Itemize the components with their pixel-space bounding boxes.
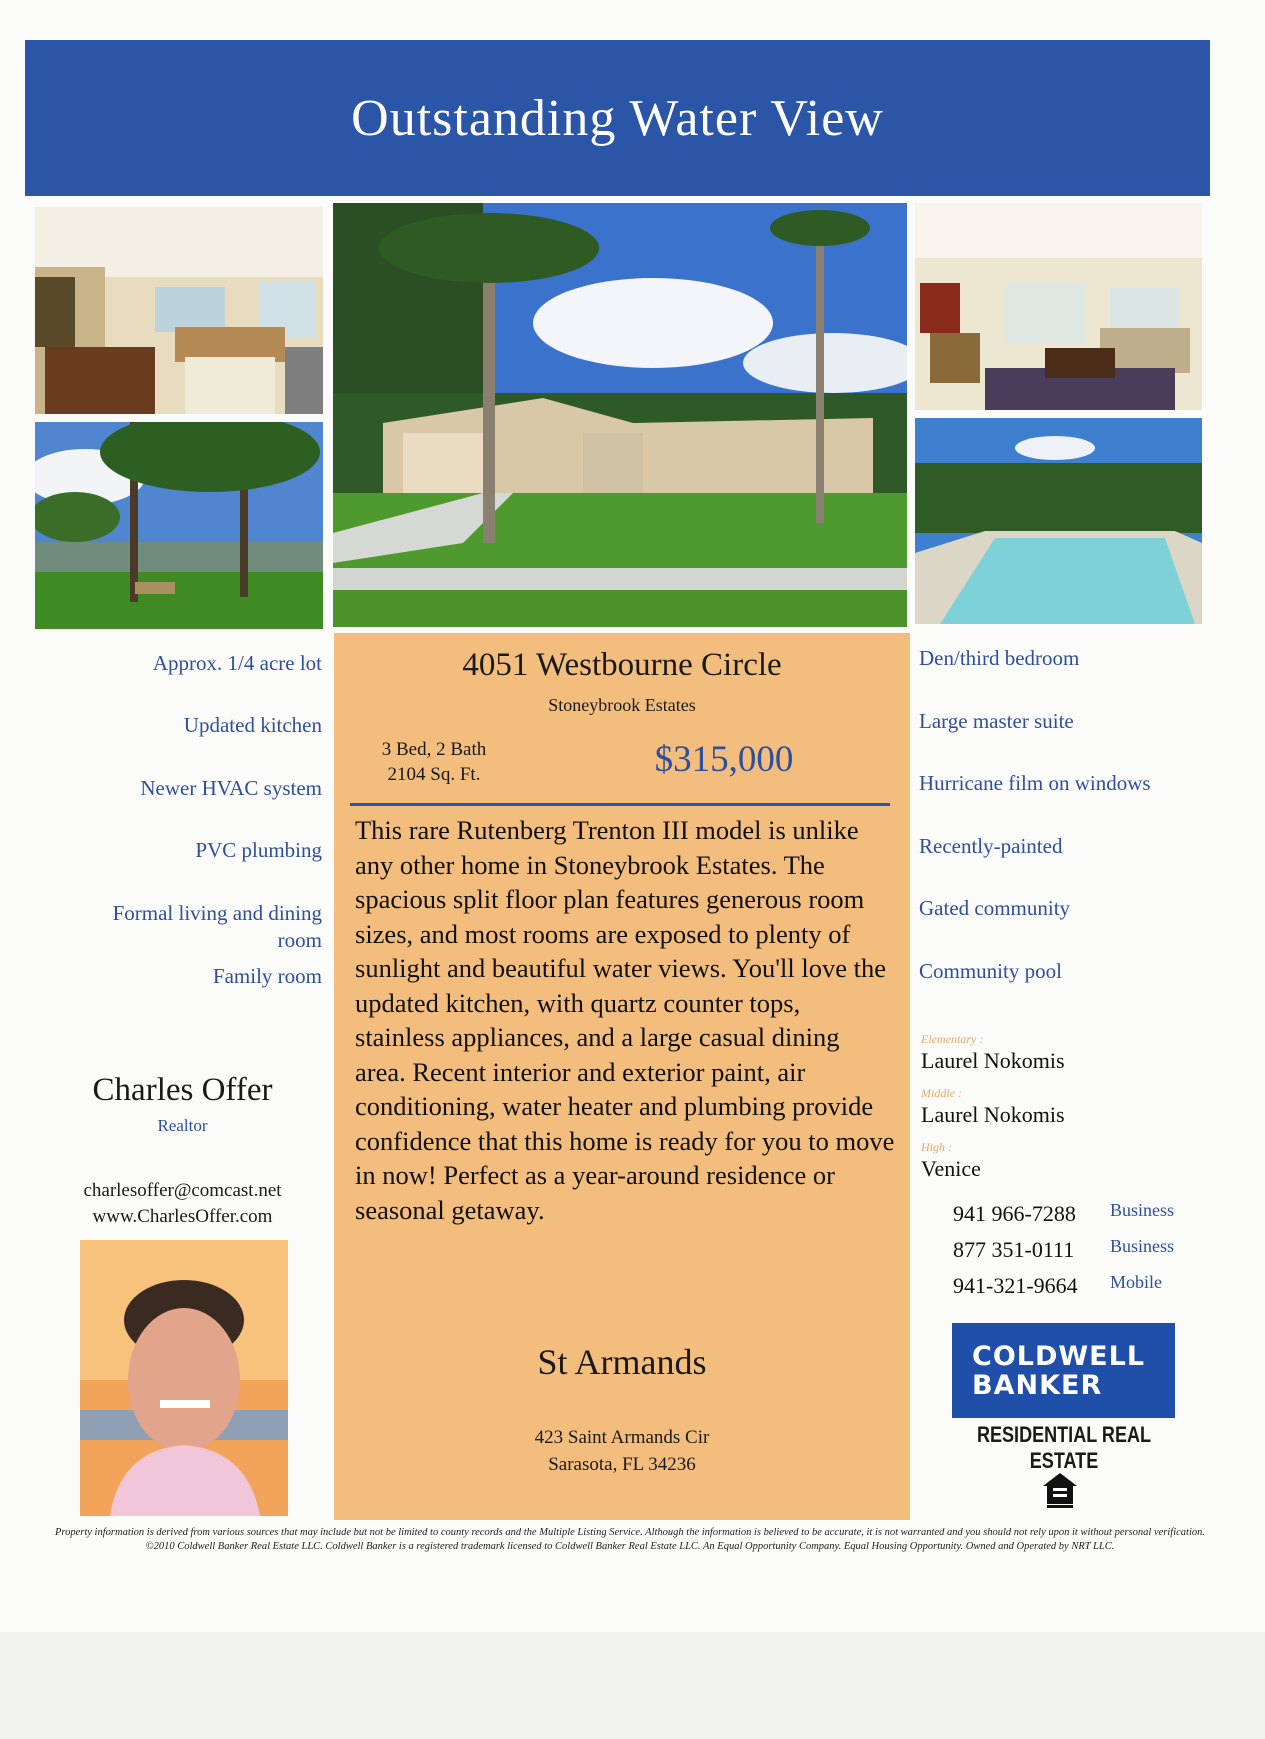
listing-address: 4051 Westbourne Circle (462, 647, 782, 683)
phone-type-2: Business (1110, 1236, 1175, 1256)
listing-description: This rare Rutenberg Trenton III model is unlike any other home in Stoneybrook Estates. The spacious split floor plan features generous room sizes, and most rooms are exposed to plenty of sunlight and beautiful water views. You'll love the updated kitchen, with quartz counter tops, stainless appliances, and a large casual dining area. Recent interior and exterior paint, air conditioning, water heater and plumbing provide confidence that this home is ready for you to move in now! Perfect as a year-around residence or seasonal getaway. (355, 815, 895, 1225)
banner-title: Outstanding Water View (351, 89, 884, 147)
school-elementary: Laurel Nokomis (921, 1048, 1065, 1073)
brand-line-1: COLDWELL (972, 1340, 1146, 1372)
school-level-elementary: Elementary : (921, 1032, 984, 1046)
disclaimer: Property information is derived from various sources that may include but not be limited to county records and the Multiple Listing Service. Although the information is believed to be accurate, it is not warranted and you should not rely upon it without personal verification. ©2010 Coldwell Banker Real Estate LLC. Coldwell Banker is a registered trademark licensed to Coldwell Banker Real Estate LLC. An Equal Opportunity Company. Equal Housing Opportunity. Owned and Operated by NRT LLC. (55, 1527, 1206, 1552)
agent-title: Realtor (157, 1116, 208, 1135)
agent-name: Charles Offer (92, 1072, 273, 1108)
feature-living-dining: Formal living and dining room (112, 901, 322, 952)
pool-photo (915, 418, 1202, 624)
feature-plumbing: PVC plumbing (195, 838, 322, 862)
brand-subtitle: RESIDENTIAL REAL ESTATE (976, 1422, 1152, 1473)
office-name: St Armands (537, 1342, 707, 1382)
banner (25, 40, 1210, 196)
agent-website[interactable]: www.CharlesOffer.com (92, 1206, 273, 1227)
feature-den: Den/third bedroom (919, 646, 1080, 670)
equal-housing-icon (1040, 1470, 1080, 1510)
school-middle: Laurel Nokomis (921, 1102, 1065, 1127)
agent-email[interactable]: charlesoffer@comcast.net (83, 1180, 282, 1201)
feature-painted: Recently-painted (919, 834, 1063, 858)
feature-kitchen: Updated kitchen (183, 713, 322, 737)
feature-pool: Community pool (919, 959, 1062, 983)
feature-hvac: Newer HVAC system (140, 776, 322, 800)
phone-number-2: 877 351-0111 (953, 1237, 1075, 1262)
phone-type-1: Business (1110, 1200, 1175, 1220)
school-level-middle: Middle : (921, 1086, 962, 1100)
office-street: 423 Saint Armands Cir (534, 1427, 710, 1448)
school-high: Venice (921, 1156, 981, 1181)
listing-bed-bath: 3 Bed, 2 Bath (381, 739, 487, 760)
feature-master-suite: Large master suite (919, 709, 1074, 733)
brand-line-2: BANKER (972, 1369, 1103, 1401)
phone-type-3: Mobile (1110, 1272, 1162, 1292)
kitchen-photo (35, 207, 323, 414)
feature-gated: Gated community (919, 896, 1071, 920)
listing-panel (334, 633, 910, 1520)
phone-number-1: 941 966-7288 (953, 1201, 1076, 1226)
phone-number-3: 941-321-9664 (953, 1273, 1078, 1298)
agent-photo (80, 1240, 288, 1516)
living-room-photo (915, 203, 1202, 410)
office-city: Sarasota, FL 34236 (548, 1454, 696, 1475)
listing-price: $315,000 (654, 739, 794, 780)
lake-photo (35, 422, 323, 629)
house-exterior-photo (333, 203, 907, 627)
divider (350, 803, 890, 806)
feature-lot: Approx. 1/4 acre lot (152, 651, 322, 675)
coldwell-banker-logo (952, 1323, 1175, 1418)
listing-sqft: 2104 Sq. Ft. (387, 764, 481, 785)
feature-family-room: Family room (212, 964, 322, 988)
listing-subdivision: Stoneybrook Estates (548, 695, 696, 715)
feature-hurricane-film: Hurricane film on windows (919, 771, 1151, 795)
school-level-high: High : (921, 1140, 952, 1154)
